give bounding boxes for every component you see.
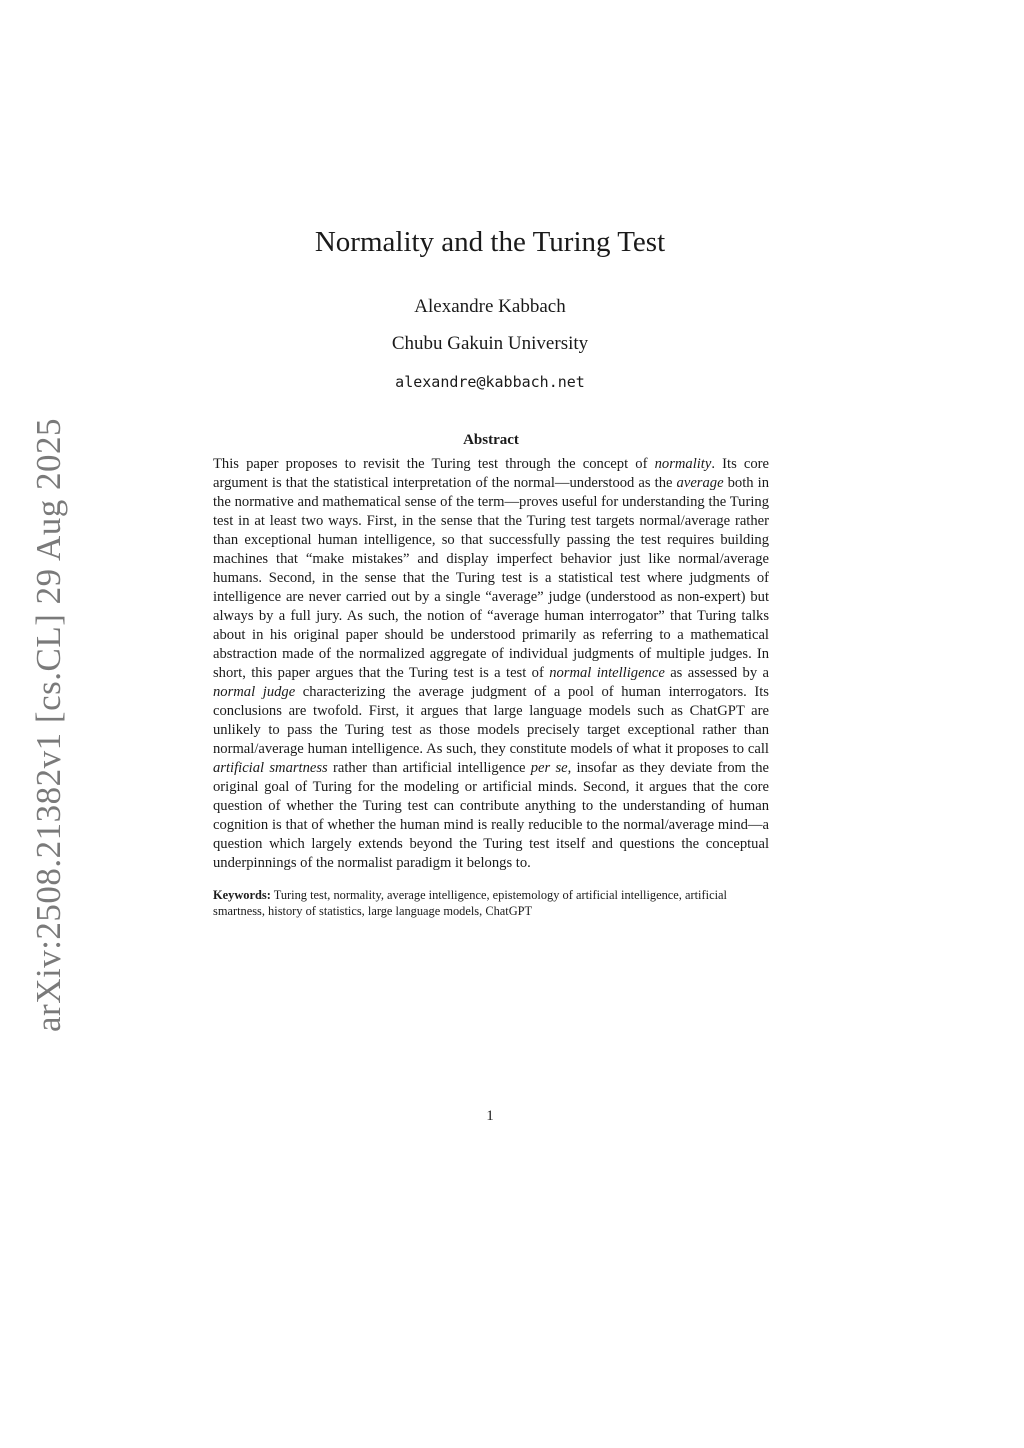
abstract-emphasis: normal intelligence: [549, 665, 665, 681]
abstract-emphasis: average: [676, 475, 724, 491]
abstract-segment: . Its core argument is that the statistical interpretation of the normal—understood as the: [213, 456, 769, 491]
abstract-segment: both in the normative and mathematical sense of the term—proves useful for understanding the Turing test in at least two ways. First, in the sense that the Turing test targets normal/average rather than exceptional human intelligence, so that successfully passing the test requires building machines that “make mistakes” and display imperfect behavior just like normal/average humans. Second, in the sense that the Turing test is a statistical test where judgments of intelligence are never carried out by a single “average” judge (understood as non-expert) but always by a full jury. As such, the notion of “average human interrogator” that Turing talks about in his original paper should be understood primarily as referring to a mathematical abstraction made of the normalized aggregate of individual judgments of multiple judges. In short, this paper argues that the Turing test is a test of: [213, 475, 769, 681]
page-number: 1: [486, 1108, 494, 1124]
paper-title: Normality and the Turing Test: [314, 226, 666, 258]
keywords-label: Keywords:: [213, 888, 271, 902]
abstract-emphasis: normality: [654, 456, 712, 472]
abstract-emphasis: normal judge: [213, 684, 296, 700]
abstract-emphasis: artificial smartness: [213, 760, 328, 776]
abstract-emphasis: per se: [530, 760, 568, 776]
author-email: alexandre@kabbach.net: [395, 373, 585, 391]
abstract-segment: rather than artificial intelligence: [327, 760, 531, 776]
author-affiliation: Chubu Gakuin University: [391, 333, 589, 354]
abstract-segment: , insofar as they deviate from the original goal of Turing for the modeling or artificial minds. Second, it argues that the core question of whether the Turing test can contribute anything to the understanding of human cognition is that of whether the human mind is really reducible to the normal/average mind—a question which largely extends beyond the Turing test itself and questions the conceptual underpinnings of the normalist paradigm it belongs to.: [213, 760, 769, 871]
arxiv-identifier-text: arXiv:2508.21382v1 [cs.CL] 29 Aug 2025: [29, 418, 69, 1032]
abstract-segment: as assessed by a: [664, 665, 769, 681]
abstract-body: [213, 455, 769, 873]
abstract-heading: Abstract: [463, 432, 519, 448]
keywords-line: [213, 887, 769, 919]
keywords-list: Turing test, normality, average intelligence, epistemology of artificial intelligence, artificial smartness, history of statistics, large language models, ChatGPT: [213, 888, 727, 918]
abstract-segment: characterizing the average judgment of a pool of human interrogators. Its conclusions are twofold. First, it argues that large language models such as ChatGPT are unlikely to pass the Turing test as those models precisely target exceptional rather than normal/average human intelligence. As such, they constitute models of what it proposes to call: [213, 684, 769, 757]
abstract-section: [213, 432, 769, 919]
author-name: Alexandre Kabbach: [414, 296, 566, 317]
arxiv-identifier-stamp: [26, 420, 72, 1030]
abstract-segment: This paper proposes to revisit the Turing test through the concept of: [213, 456, 655, 472]
